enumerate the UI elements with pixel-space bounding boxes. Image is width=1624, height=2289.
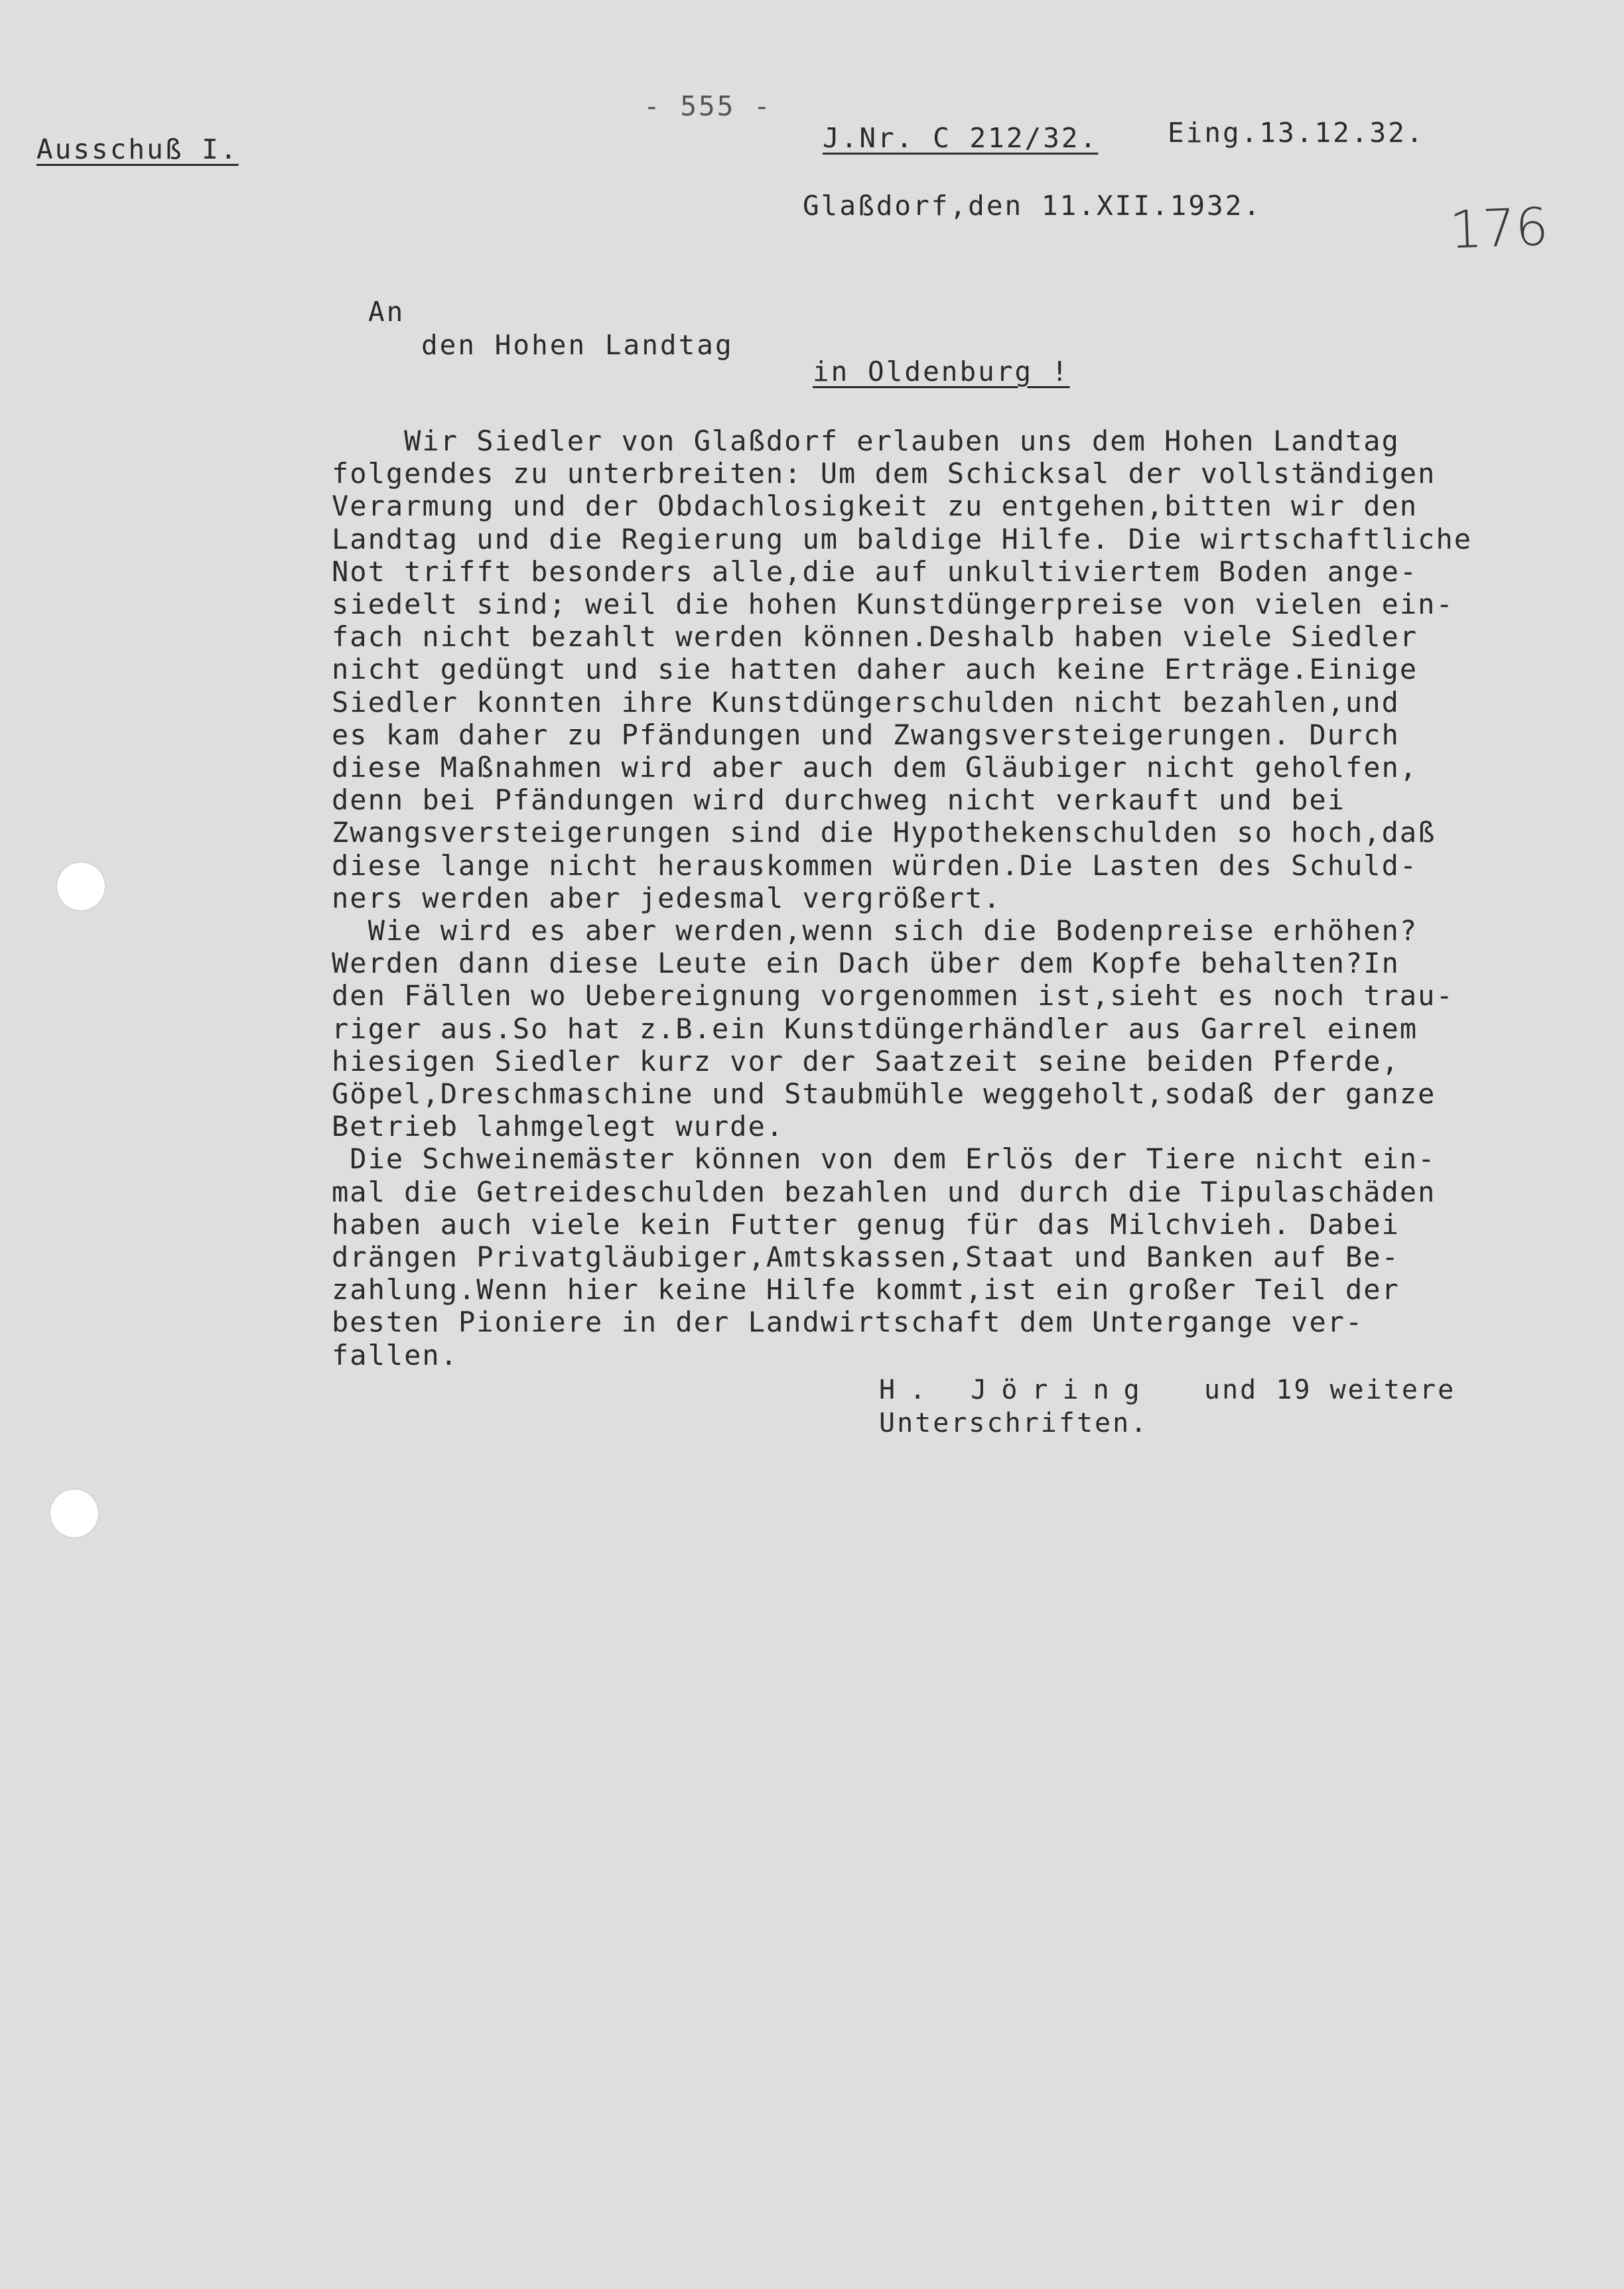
body-line: nicht gedüngt und sie hatten daher auch keine Erträge.Einige xyxy=(332,653,1418,686)
signature-suffix: und 19 weitere xyxy=(1204,1375,1456,1405)
body-line: drängen Privatgläubiger,Amtskassen,Staat und Banken auf Be- xyxy=(332,1241,1400,1274)
body-line: fallen. xyxy=(332,1338,459,1371)
journal-number: J.Nr. C 212/32. xyxy=(823,122,1099,154)
body-line: denn bei Pfändungen wird durchweg nicht verkauft und bei xyxy=(332,784,1346,817)
body-line: riger aus.So hat z.B.ein Kunstdüngerhändler aus Garrel einem xyxy=(332,1012,1418,1045)
body-line: Betrieb lahmgelegt wurde. xyxy=(332,1110,785,1143)
body-line: fach nicht bezahlt werden können.Deshalb haben viele Siedler xyxy=(332,620,1418,654)
body-line: es kam daher zu Pfändungen und Zwangsversteigerungen. Durch xyxy=(332,718,1400,751)
body-line: Wie wird es aber werden,wenn sich die Bodenpreise erhöhen? xyxy=(332,914,1418,947)
signature-note: Unterschriften. xyxy=(879,1408,1149,1438)
punch-hole-bottom xyxy=(50,1490,98,1537)
received-date: Eing.13.12.32. xyxy=(1168,117,1425,149)
address-line-an: An xyxy=(368,296,405,328)
body-line: diese Maßnahmen wird aber auch dem Gläubiger nicht geholfen, xyxy=(332,751,1418,784)
body-line: diese lange nicht herauskommen würden.Die Lasten des Schuld- xyxy=(332,849,1418,882)
body-line: Göpel,Dreschmaschine und Staubmühle weggeholt,sodaß der ganze xyxy=(332,1077,1436,1111)
body-line: Werden dann diese Leute ein Dach über dem Kopfe behalten?In xyxy=(332,947,1400,980)
punch-hole-top xyxy=(57,863,105,910)
body-line: Landtag und die Regierung um baldige Hilfe. Die wirtschaftliche xyxy=(332,522,1473,555)
body-line: haben auch viele kein Futter genug für das Milchvieh. Dabei xyxy=(332,1208,1400,1241)
body-line: Siedler konnten ihre Kunstdüngerschulden nicht bezahlen,und xyxy=(332,685,1400,719)
address-recipient: den Hohen Landtag xyxy=(421,329,734,361)
place-date: Glaßdorf,den 11.XII.1932. xyxy=(803,190,1262,222)
body-line: ners werden aber jedesmal vergrößert. xyxy=(332,881,1002,914)
body-line: Verarmung und der Obdachlosigkeit zu entgehen,bitten wir den xyxy=(332,490,1418,523)
body-line: Zwangsversteigerungen sind die Hypothekenschulden so hoch,daß xyxy=(332,816,1436,849)
signature-name: H. Jöring xyxy=(879,1375,1154,1405)
page-number: - 555 - xyxy=(643,90,772,122)
body-line: Die Schweinemäster können von dem Erlös der Tiere nicht ein- xyxy=(332,1143,1436,1176)
committee-label: Ausschuß I. xyxy=(36,133,239,165)
body-line: Not trifft besonders alle,die auf unkultiviertem Boden ange- xyxy=(332,555,1418,588)
body-line: mal die Getreideschulden bezahlen und durch die Tipulaschäden xyxy=(332,1175,1436,1208)
body-line: hiesigen Siedler kurz vor der Saatzeit seine beiden Pferde, xyxy=(332,1044,1400,1077)
body-line: besten Pioniere in der Landwirtschaft dem Untergange ver- xyxy=(332,1306,1364,1339)
body-line: Wir Siedler von Glaßdorf erlauben uns dem Hohen Landtag xyxy=(332,425,1400,457)
body-line: siedelt sind; weil die hohen Kunstdüngerpreise von vielen ein- xyxy=(332,588,1454,621)
handwritten-number: 176 xyxy=(1448,197,1550,261)
address-city: in Oldenburg ! xyxy=(813,356,1070,387)
body-line: zahlung.Wenn hier keine Hilfe kommt,ist ein großer Teil der xyxy=(332,1273,1400,1306)
body-line: folgendes zu unterbreiten: Um dem Schicksal der vollständigen xyxy=(332,457,1436,490)
letter-body xyxy=(332,425,1472,1371)
body-line: den Fällen wo Uebereignung vorgenommen ist,sieht es noch trau- xyxy=(332,979,1454,1012)
